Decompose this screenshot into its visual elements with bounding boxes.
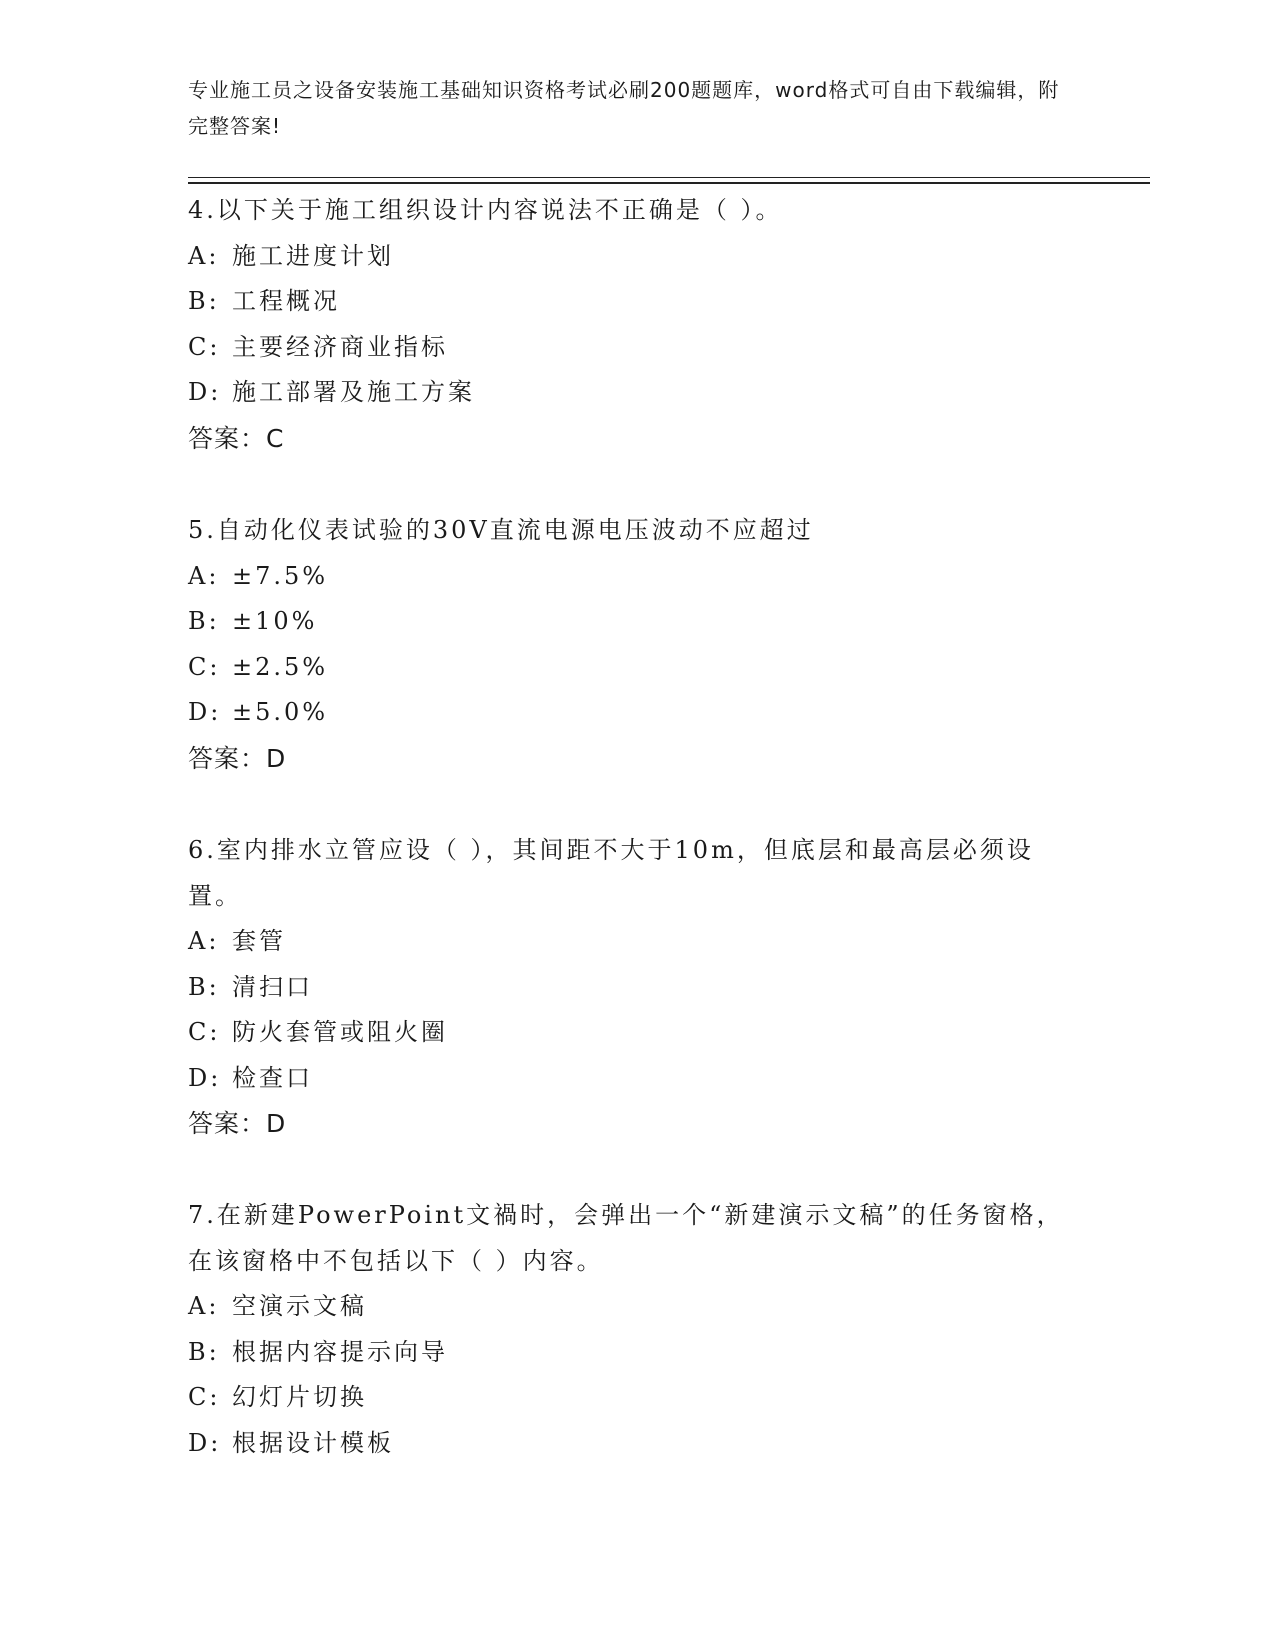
option-text: 空演示文稿 — [232, 1292, 367, 1320]
option-key: C: — [188, 1383, 221, 1411]
option-text: 根据内容提示向导 — [232, 1337, 448, 1366]
option-key: B: — [188, 287, 220, 315]
option-key: B: — [188, 607, 220, 635]
header-divider-top — [188, 177, 1150, 178]
option-c — [188, 1375, 1088, 1421]
option-text: 施工部署及施工方案 — [232, 378, 475, 406]
option-text: 根据设计模板 — [232, 1428, 394, 1457]
question-stem: 7.在新建PowerPoint文禍时，会弹出一个“新建演示文稿”的任务窗格，在该窗格中不包括以下（ ）内容。 — [188, 1201, 1064, 1275]
question-4 — [188, 188, 1088, 461]
answer-line: 答案：C — [188, 423, 285, 453]
option-text: 检查口 — [232, 1063, 313, 1092]
document-header: 专业施工员之设备安装施工基础知识资格考试必刷200题题库，word格式可自由下载编辑，附完整答案! — [188, 78, 1060, 138]
option-text: ±7.5% — [232, 561, 329, 590]
option-text: 清扫口 — [232, 972, 313, 1001]
option-key: D: — [188, 1063, 222, 1092]
option-key: C: — [188, 1018, 221, 1046]
option-key: B: — [188, 972, 220, 1001]
option-b — [188, 965, 1088, 1011]
question-stem: 6.室内排水立管应设（ ），其间距不大于10m，但底层和最高层必须设置。 — [188, 836, 1034, 910]
option-d — [188, 1421, 1088, 1467]
option-key: D: — [188, 1428, 222, 1457]
option-key: A: — [188, 927, 220, 955]
option-text: 工程概况 — [232, 287, 340, 315]
option-key: B: — [188, 1337, 220, 1366]
option-key: A: — [188, 561, 220, 590]
option-b — [188, 279, 1088, 325]
option-d — [188, 690, 1088, 736]
option-key: A: — [188, 241, 220, 270]
answer-line: 答案：D — [188, 1109, 287, 1138]
option-text: ±5.0% — [232, 698, 329, 726]
option-a — [188, 234, 1088, 280]
option-key: C: — [188, 652, 221, 681]
option-c — [188, 645, 1088, 691]
option-c — [188, 1010, 1088, 1056]
question-6 — [188, 828, 1088, 1146]
option-text: ±2.5% — [232, 652, 329, 681]
question-5 — [188, 508, 1088, 781]
option-d — [188, 1056, 1088, 1102]
option-key: A: — [188, 1292, 220, 1320]
header-divider-bottom — [188, 182, 1150, 184]
option-text: ±10% — [232, 607, 318, 635]
option-text: 幻灯片切换 — [232, 1383, 367, 1411]
option-text: 套管 — [232, 927, 286, 955]
option-text: 施工进度计划 — [232, 241, 394, 270]
option-a — [188, 919, 1088, 965]
option-d — [188, 370, 1088, 416]
question-stem: 5.自动化仪表试验的30V直流电源电压波动不应超过 — [188, 516, 814, 544]
question-7 — [188, 1193, 1088, 1466]
option-text: 主要经济商业指标 — [232, 332, 448, 361]
option-key: D: — [188, 698, 222, 726]
option-key: C: — [188, 332, 221, 361]
option-c — [188, 325, 1088, 371]
option-b — [188, 1330, 1088, 1376]
question-stem: 4.以下关于施工组织设计内容说法不正确是（ ）。 — [188, 196, 783, 224]
option-a — [188, 554, 1088, 600]
option-key: D: — [188, 378, 222, 406]
option-text: 防火套管或阻火圈 — [232, 1018, 448, 1046]
option-b — [188, 599, 1088, 645]
option-a — [188, 1284, 1088, 1330]
answer-line: 答案：D — [188, 743, 287, 773]
